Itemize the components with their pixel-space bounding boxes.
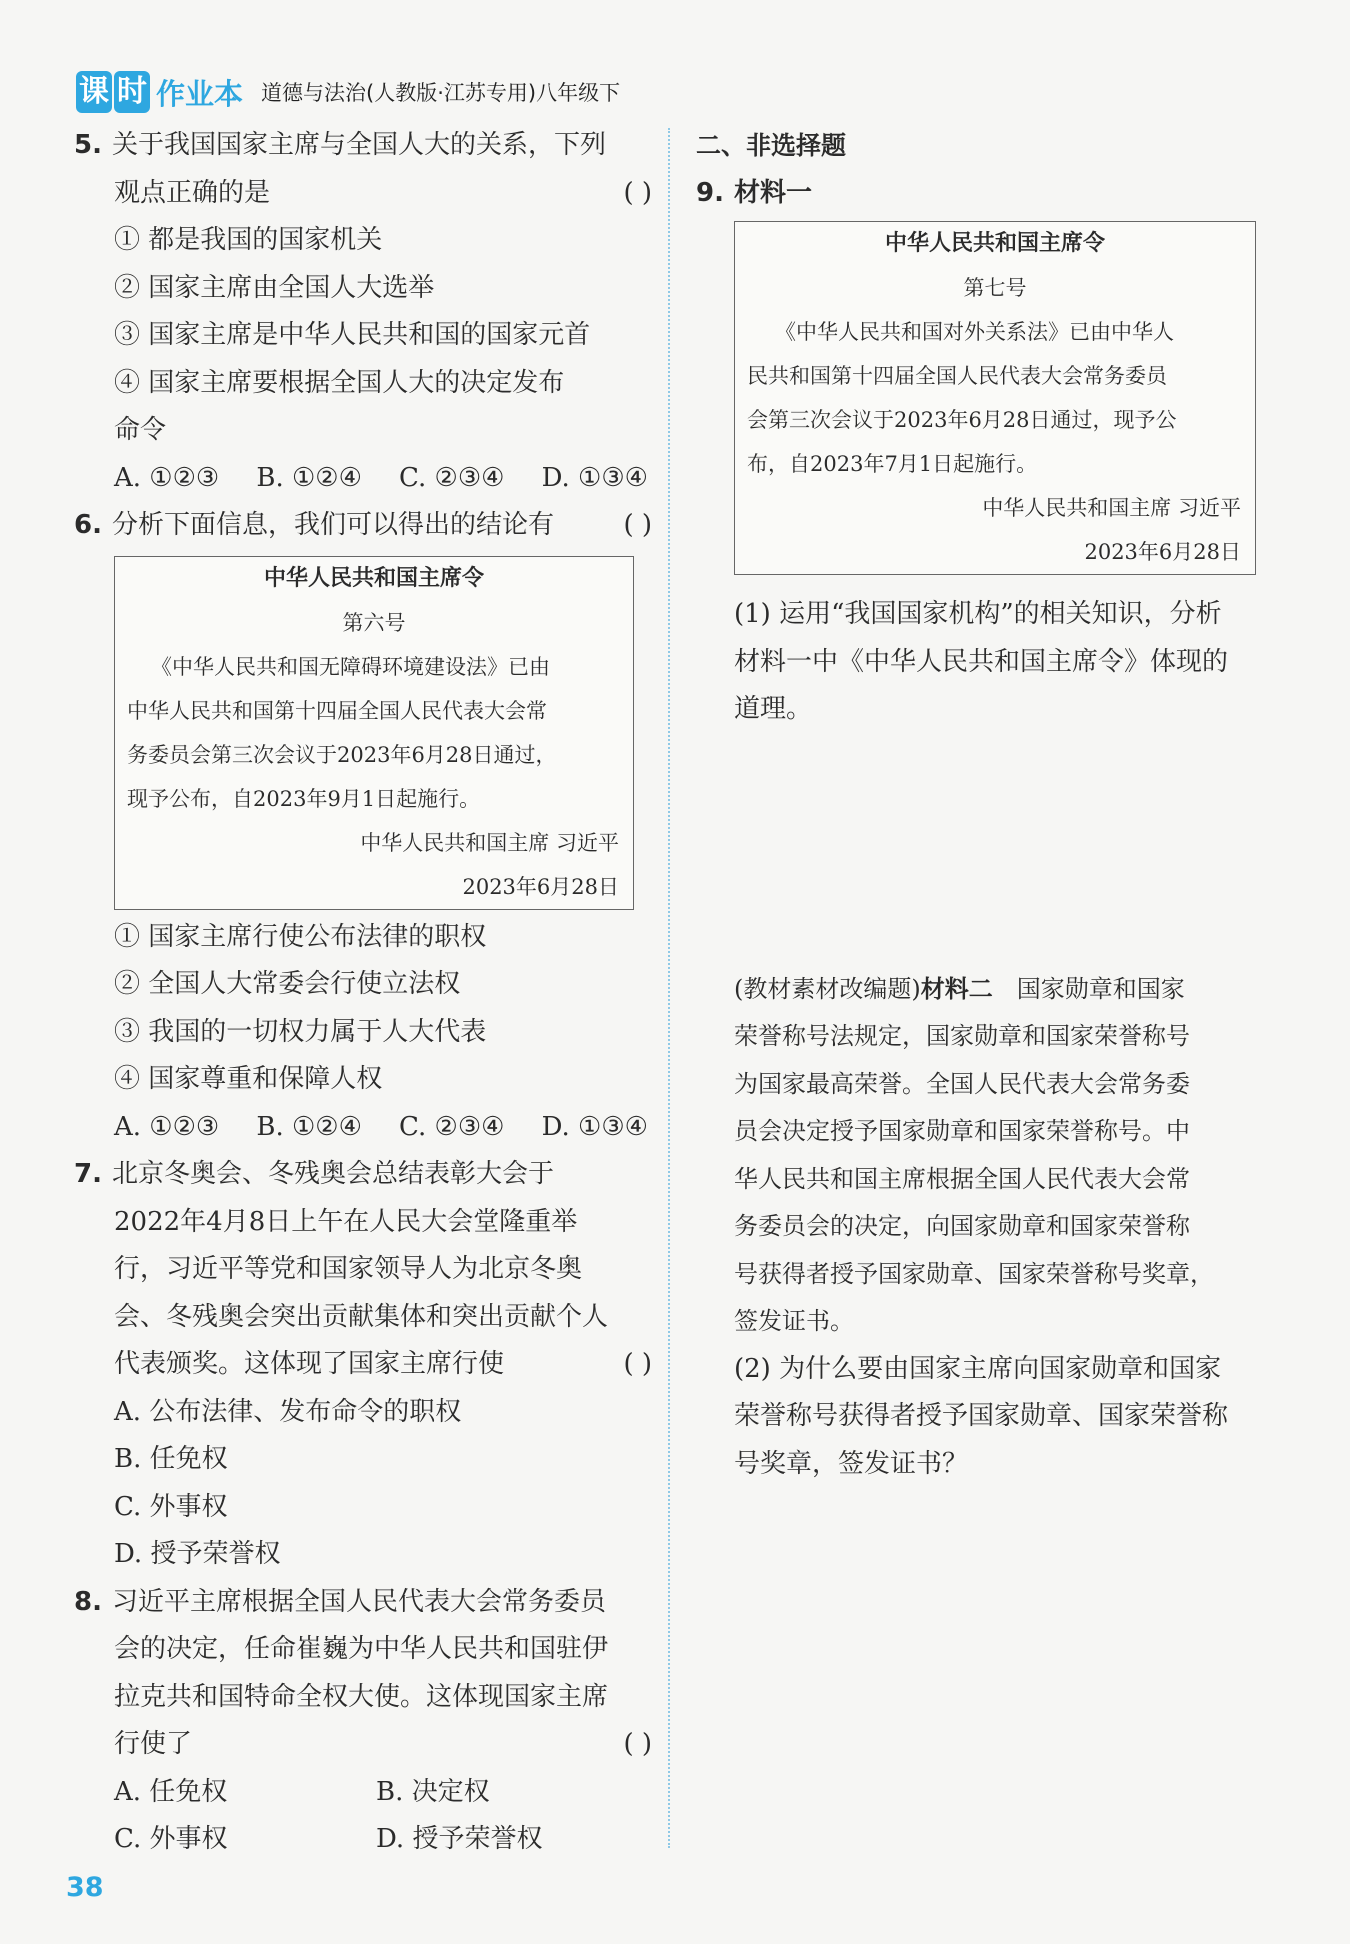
decree-body: 布，自2023年7月1日起施行。 [747,452,1038,476]
statement: ③ 我国的一切权力属于人大代表 [114,1016,487,1047]
question-9-stem: 9. 材料一 [696,177,813,208]
statement: ④ 国家尊重和保障人权 [114,1064,383,1094]
choice-d[interactable]: D. ①③④ [541,462,648,493]
question-8-stem: 8. 习近平主席根据全国人民代表大会常务委员 [74,1586,607,1617]
statement: 命令 [114,415,167,445]
choice-c[interactable]: C. 外事权 [114,1491,228,1522]
decree-number: 第六号 [342,610,406,635]
decree-number: 第七号 [963,276,1027,300]
answer-space-1[interactable] [696,734,1276,966]
section-title: 二、非选择题 [696,131,847,160]
choice-d[interactable]: D. 授予荣誉权 [114,1539,281,1569]
choice-c[interactable]: C. ②③④ [399,462,505,493]
answer-paren[interactable]: ( ) [623,1349,652,1379]
material-2-label: 材料二 [920,974,993,1003]
page-number: 38 [66,1872,104,1903]
choice-row [74,455,654,503]
decree-body: 现予公布，自2023年9月1日起施行。 [127,786,481,811]
statement: ③ 国家主席是中华人民共和国的国家元首 [114,320,591,350]
choice-row [74,1816,654,1864]
decree-signature: 中华人民共和国主席 习近平 [360,830,619,855]
choice-a[interactable]: A. ①②③ [114,1111,220,1142]
decree-body: 会第三次会议于2023年6月28日通过，现予公 [747,408,1177,432]
decree-body: 民共和国第十四届全国人民代表大会常务委员 [747,364,1167,388]
choice-a[interactable]: A. ①②③ [114,462,220,493]
column-divider [668,128,670,1848]
choice-b[interactable]: B. 决定权 [376,1776,490,1807]
subject-title: 道德与法治(人教版·江苏专用)八年级下 [261,81,621,105]
question-6-stem: 6. 分析下面信息，我们可以得出的结论有 ( ) [74,502,654,550]
decree-box-6 [114,556,634,910]
choice-b[interactable]: B. 任免权 [114,1444,228,1474]
sub-question-2: (2) 为什么要由国家主席向国家勋章和国家 荣誉称号获得者授予国家勋章、国家荣誉称 号奖章，签发证书？ [734,1353,1229,1479]
decree-body: 中华人民共和国第十四届全国人民代表大会常 [127,698,547,723]
choice-a[interactable]: A. 公布法律、发布命令的职权 [114,1396,462,1427]
statement: ① 国家主席行使公布法律的职权 [114,921,487,952]
choice-b[interactable]: B. ①②④ [256,1111,362,1142]
answer-space-2[interactable] [696,1488,1276,1788]
right-column [696,122,1276,1788]
decree-body: 务委员会第三次会议于2023年6月28日通过， [127,742,557,767]
statement: ④ 国家主席要根据全国人大的决定发布 [114,367,565,398]
choice-c[interactable]: C. 外事权 [114,1824,228,1854]
page-header [76,70,620,114]
logo-char: 时 [114,71,150,113]
decree-title: 中华人民共和国主席令 [884,231,1105,256]
answer-paren[interactable]: ( ) [623,510,652,540]
decree-title: 中华人民共和国主席令 [263,565,484,591]
answer-paren[interactable]: ( ) [623,1729,652,1759]
choice-b[interactable]: B. ①②④ [256,462,362,493]
material-2: (教材素材改编题)材料二 国家勋章和国家 荣誉称号法规定，国家勋章和国家荣誉称号 为国家最高荣誉。全国人民代表大会常务委 员会决定授予国家勋章和国家荣誉称号。中 华人民共和国主席根据全国人民代表大会常 务委员会的决定，向国家勋章和国家荣誉称 号获得者授予国家勋章、国家荣誉称号奖章， 签发证书。 [734,974,1214,1335]
decree-signature: 中华人民共和国主席 习近平 [982,496,1241,520]
statement: ② 国家主席由全国人大选举 [114,272,435,303]
sub-question-1: (1) 运用“我国国家机构”的相关知识，分析 材料一中《中华人民共和国主席令》体现的 道理。 [734,599,1229,724]
question-7-stem: 7. 北京冬奥会、冬残奥会总结表彰大会于 [74,1159,555,1189]
choice-row [74,1104,654,1152]
decree-body: 《中华人民共和国对外关系法》已由中华人 [775,320,1174,344]
left-column: 5. 关于我国国家主席与全国人大的关系，下列 观点正确的是 ( ) ① 都是我国的国家机关 ② 国家主席由全国人大选举 ③ 国家主席是中华人民共和国的国家元首 ④ 国家主席要根据全国人大的决定发布 命令 A. ①②③ B. ①②④ C. ②③④ D. ①③④ 6. 分析下面信息，我们可以得出的结论有 ( ) 中华人民共和国主席令 第六号 《中华人民共和国无障碍环境建设法》已由 中华人民共和国第十四届全国人民代表大会常 务委员会第三次会议于2023年6月28日通过， 现予公布，自2023年9月1日起施行。 中华人民共和国主席 习近平 2023年6月28日 ① 国家主席行使公布法律的职权 ② 全国人大常委会行使立法权 ③ 我国的一切权力属于人大代表 ④ 国家尊重和保障人权 A. ①②③ B. ①②④ C. ②③④ D. ①③④ 7. 北京冬奥会、冬残奥会总结表彰大会于 2022年4月8日上午在人民大会堂隆重举 行，习近平等党和国家领导人为北京冬奥 会、冬残奥会突出贡献集体和突出贡献个人 代表颁奖。这体现了国家主席行使 ( ) A. 公布法律、发布命令的职权 B. 任免权 C. 外事权 D. 授予荣誉权 8. 习近平主席根据全国人民代表大会常务委员 会的决定，任命崔巍为中华人民共和国驻伊 拉克共和国特命全权大使。这体现国家主席 行使了 ( ) A. 任免权 B. 决定权 C. 外事权 D. 授予荣誉权 [74,122,654,1864]
logo-char: 课 [76,71,112,113]
statement: ② 全国人大常委会行使立法权 [114,969,461,999]
choice-d[interactable]: D. ①③④ [541,1111,648,1142]
decree-body: 《中华人民共和国无障碍环境建设法》已由 [151,654,550,679]
decree-box-7 [734,221,1256,575]
choice-row [74,1769,654,1817]
logo [76,71,152,113]
logo-text: 作业本 [156,76,244,111]
statement: ① 都是我国的国家机关 [114,225,383,255]
choice-d[interactable]: D. 授予荣誉权 [376,1824,543,1854]
decree-date: 2023年6月28日 [1084,540,1241,564]
choice-a[interactable]: A. 任免权 [114,1776,228,1807]
question-5-stem: 5. 关于我国国家主席与全国人大的关系，下列 [74,130,607,160]
answer-paren[interactable]: ( ) [623,177,652,208]
decree-date: 2023年6月28日 [462,874,619,899]
choice-c[interactable]: C. ②③④ [399,1111,505,1142]
